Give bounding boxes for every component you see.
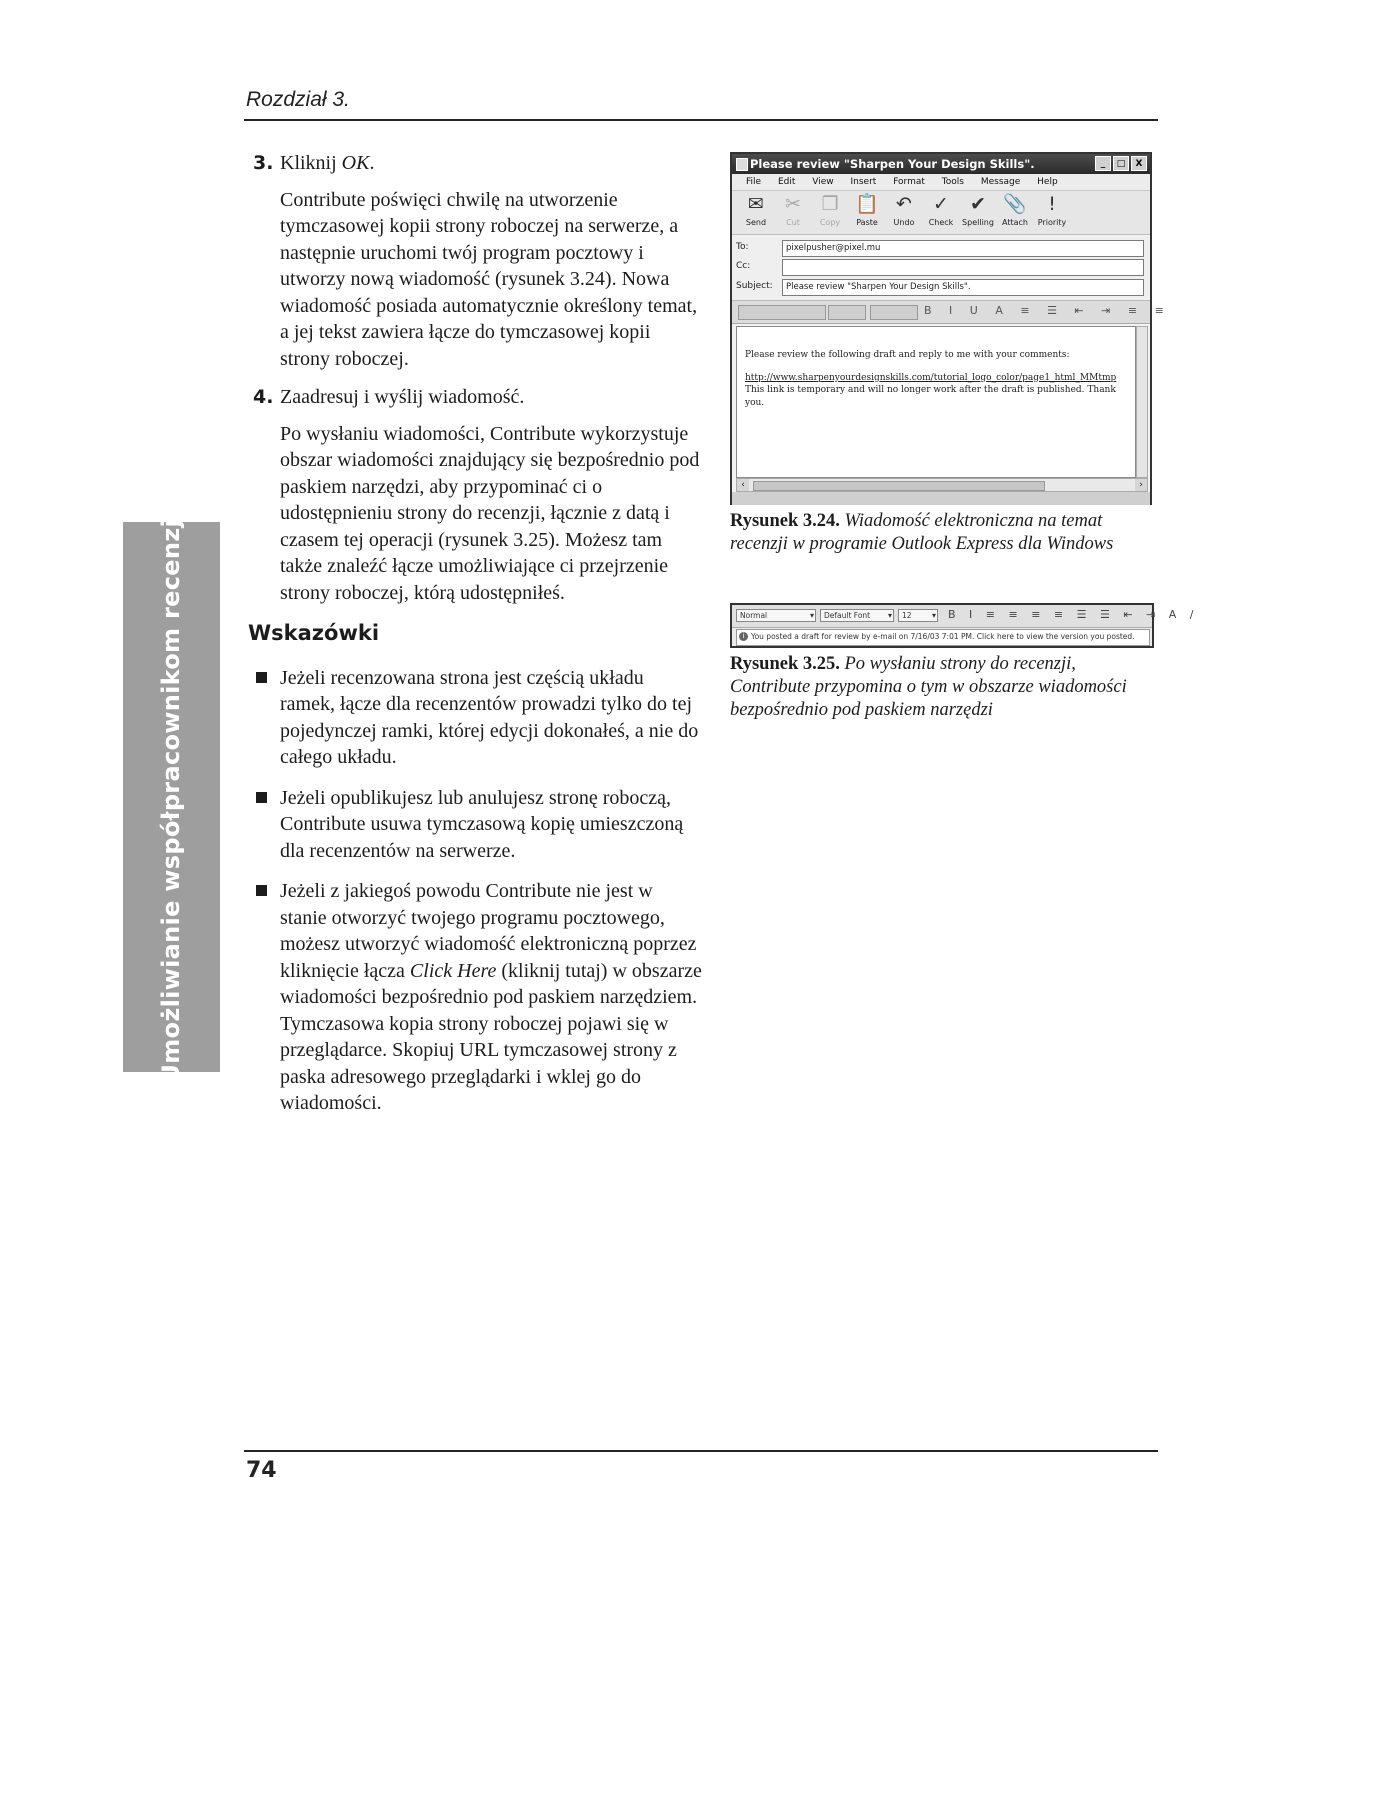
window-controls (1095, 156, 1147, 171)
cut-label: Cut (786, 218, 800, 227)
menu-help[interactable]: Help (1037, 177, 1058, 187)
body-intro: Please review the following draft and reply to me with your comments: (745, 350, 1070, 360)
check-button[interactable] (923, 191, 959, 234)
cc-label[interactable]: Cc: (736, 261, 751, 271)
undo-icon: ↶ (896, 193, 912, 215)
paperclip-icon: 📎 (1003, 193, 1027, 215)
send-button[interactable] (738, 191, 774, 234)
priority-button[interactable] (1034, 191, 1070, 234)
figure-caption-3-25 (730, 653, 1156, 722)
close-button[interactable]: X (1131, 156, 1147, 171)
step-4-description: Po wysłaniu wiadomości, Contribute wykorzystuje obszar wiadomości znajdujący się bezpośrednio pod paskiem narzędzi, aby przypominać ci o udostępnieniu strony do recenzji, łącznie z datą i czasem tej operacji (rysunek 3.25). Możesz tam także znaleźć łącze umożliwiające ci przejrzenie strony roboczej, którą udostępniłeś. (280, 422, 700, 604)
subject-field[interactable]: Please review "Sharpen Your Design Skills". (782, 279, 1144, 296)
step-3-description: Contribute poświęci chwilę na utworzenie tymczasowej kopii strony roboczej na serwerze, a następnie uruchomi twój program pocztowy i utworzy nową wiadomość (rysunek 3.24). Nowa wiadomość posiada automatycznie określony temat, a jej tekst zawiera łącze do tymczasowej kopii strony roboczej. (280, 188, 698, 370)
subject-row (736, 279, 1144, 295)
menu-edit[interactable]: Edit (777, 177, 796, 187)
footer-rule (244, 1450, 1158, 1452)
caption-number: Rysunek 3.24. (730, 511, 840, 531)
caption-number: Rysunek 3.25. (730, 654, 840, 674)
bullet-square-icon (256, 672, 267, 683)
tip-text: Jeżeli recenzowana strona jest częścią układu ramek, łącze dla recenzentów prowadzi tylko do tej pojedynczej ramki, której edycji dokonałeś, a nie do całego układu. (280, 666, 699, 768)
copy-icon: ❐ (821, 193, 839, 215)
step-label-ok: OK (341, 152, 370, 174)
step-4 (250, 384, 702, 411)
undo-button[interactable] (886, 191, 922, 234)
running-header: Rozdział 3. (246, 88, 350, 111)
send-label: Send (745, 218, 767, 227)
side-tab-text: Umożliwianie współpracownikom recenzji (157, 510, 185, 1084)
font-size-select[interactable] (828, 305, 866, 320)
paste-button[interactable] (849, 191, 885, 234)
minimize-button[interactable]: _ (1095, 156, 1111, 171)
paragraph-style-select[interactable] (870, 305, 918, 320)
menu-bar (732, 174, 1150, 191)
tip-item (250, 665, 702, 771)
spelling-label: Spelling (962, 218, 994, 227)
menu-tools[interactable]: Tools (941, 177, 964, 187)
header-rule (244, 119, 1158, 121)
spelling-button[interactable] (960, 191, 996, 234)
tip-item (250, 785, 702, 865)
to-row (736, 240, 1144, 256)
tip-text-end: (kliknij tutaj) w obszarze wiadomości bezpośrednio pod paskiem narzędziem. Tymczasowa kopia strony roboczej pojawi się w przeglądarce. Skopiuj URL tymczasowej strony z paska adresowego przeglądarki i wklej go do wiadomości. (280, 959, 702, 1114)
message-body[interactable] (736, 326, 1136, 478)
scroll-left-icon[interactable]: ‹ (737, 479, 749, 491)
to-label[interactable]: To: (736, 242, 749, 252)
menu-insert[interactable]: Insert (850, 177, 877, 187)
to-field[interactable]: pixelpusher@pixel.mu (782, 240, 1144, 257)
caption-text: Wiadomość elektroniczna na temat recenzji w programie Outlook Express dla Windows (730, 511, 1114, 554)
step-number: 4. (253, 386, 274, 408)
figure-caption-3-24 (730, 510, 1156, 556)
status-bar (732, 492, 1150, 505)
vertical-scrollbar[interactable] (1136, 326, 1148, 478)
message-toolbar (732, 191, 1150, 235)
check-label: Check (928, 218, 954, 227)
send-icon: ✉ (748, 193, 764, 215)
chapter-side-tab (123, 510, 220, 1084)
format-buttons[interactable]: B I ≡ ≡ ≡ ≡ ☰ ☰ ⇤ ⇥ A ∕ (948, 608, 1199, 621)
font-select[interactable] (738, 305, 826, 320)
menu-view[interactable]: View (812, 177, 834, 187)
check-names-icon: ✓ (933, 193, 949, 215)
cc-row (736, 259, 1144, 275)
step-label-end: . (369, 152, 375, 174)
scroll-right-icon[interactable]: › (1135, 479, 1147, 491)
cut-icon: ✂ (785, 193, 801, 215)
page-number: 74 (246, 1458, 277, 1483)
bullet-square-icon (256, 885, 267, 896)
step-number: 3. (253, 152, 274, 174)
undo-label: Undo (893, 218, 915, 227)
step-3 (250, 150, 702, 177)
attach-button[interactable] (997, 191, 1033, 234)
formatting-toolbar (732, 300, 1171, 324)
message-app-icon (736, 158, 748, 171)
size-select[interactable]: 12 ▾ (898, 609, 938, 622)
figure-outlook-message-window (730, 152, 1171, 505)
subject-label: Subject: (736, 281, 773, 291)
horizontal-scrollbar[interactable] (736, 478, 1148, 492)
style-select[interactable]: Normal ▾ (736, 609, 816, 622)
menu-format[interactable]: Format (893, 177, 925, 187)
font-select[interactable]: Default Font ▾ (820, 609, 894, 622)
body-note: This link is temporary and will no longer work after the draft is published. Thank you. (745, 385, 1116, 408)
tip-text-start: Jeżeli z jakiegoś powodu Contribute nie jest w stanie otworzyć twojego programu pocztowego, możesz utworzyć wiadomość elektroniczną poprzez kliknięcie łącza (280, 880, 697, 982)
step-label: Kliknij (280, 152, 342, 174)
info-icon: i (739, 632, 748, 641)
main-text-column (250, 150, 702, 1131)
caption-text: Po wysłaniu strony do recenzji, Contribute przypomina o tym w obszarze wiadomości bezpośrednio pod paskiem narzędzi (730, 654, 1127, 720)
tip-item (250, 878, 702, 1117)
window-titlebar[interactable] (732, 154, 1150, 174)
tips-heading: Wskazówki (248, 621, 380, 645)
draft-link[interactable]: http://www.sharpenyourdesignskills.com/tutorial_logo_color/page1_html_MMtmp (745, 372, 1117, 383)
contribute-format-toolbar (732, 605, 1199, 628)
spelling-icon: ✔ (970, 193, 986, 215)
copy-label: Copy (819, 218, 841, 227)
cc-field[interactable] (782, 259, 1144, 276)
review-reminder-message (736, 629, 1150, 646)
menu-message[interactable]: Message (980, 177, 1021, 187)
cut-button[interactable] (775, 191, 811, 234)
formatting-buttons[interactable]: B I U A ≡ ☰ ⇤ ⇥ ≡ ≡ (924, 304, 1171, 317)
priority-label: Priority (1037, 218, 1067, 227)
figure-contribute-message-area (730, 603, 1199, 648)
attach-label: Attach (1002, 218, 1028, 227)
tip-text-click-here: Click Here (409, 959, 497, 982)
bullet-square-icon (256, 792, 267, 803)
menu-file[interactable]: File (746, 177, 762, 187)
window-title: Please review "Sharpen Your Design Skills". (750, 157, 1035, 171)
address-fields (732, 236, 1150, 300)
reminder-text[interactable]: You posted a draft for review by e-mail on 7/16/03 7:01 PM. Click here to view the version you posted. (751, 632, 1135, 641)
maximize-button[interactable]: □ (1113, 156, 1129, 171)
step-label: Zaadresuj i wyślij wiadomość. (280, 386, 525, 408)
copy-button[interactable] (812, 191, 848, 234)
priority-icon: ! (1048, 193, 1056, 215)
paste-label: Paste (856, 218, 878, 227)
tip-text: Jeżeli opublikujesz lub anulujesz stronę roboczą, Contribute usuwa tymczasową kopię umieszczoną dla recenzentów na serwerze. (280, 786, 684, 862)
paste-icon: 📋 (855, 193, 879, 215)
scroll-thumb[interactable] (753, 481, 1045, 491)
